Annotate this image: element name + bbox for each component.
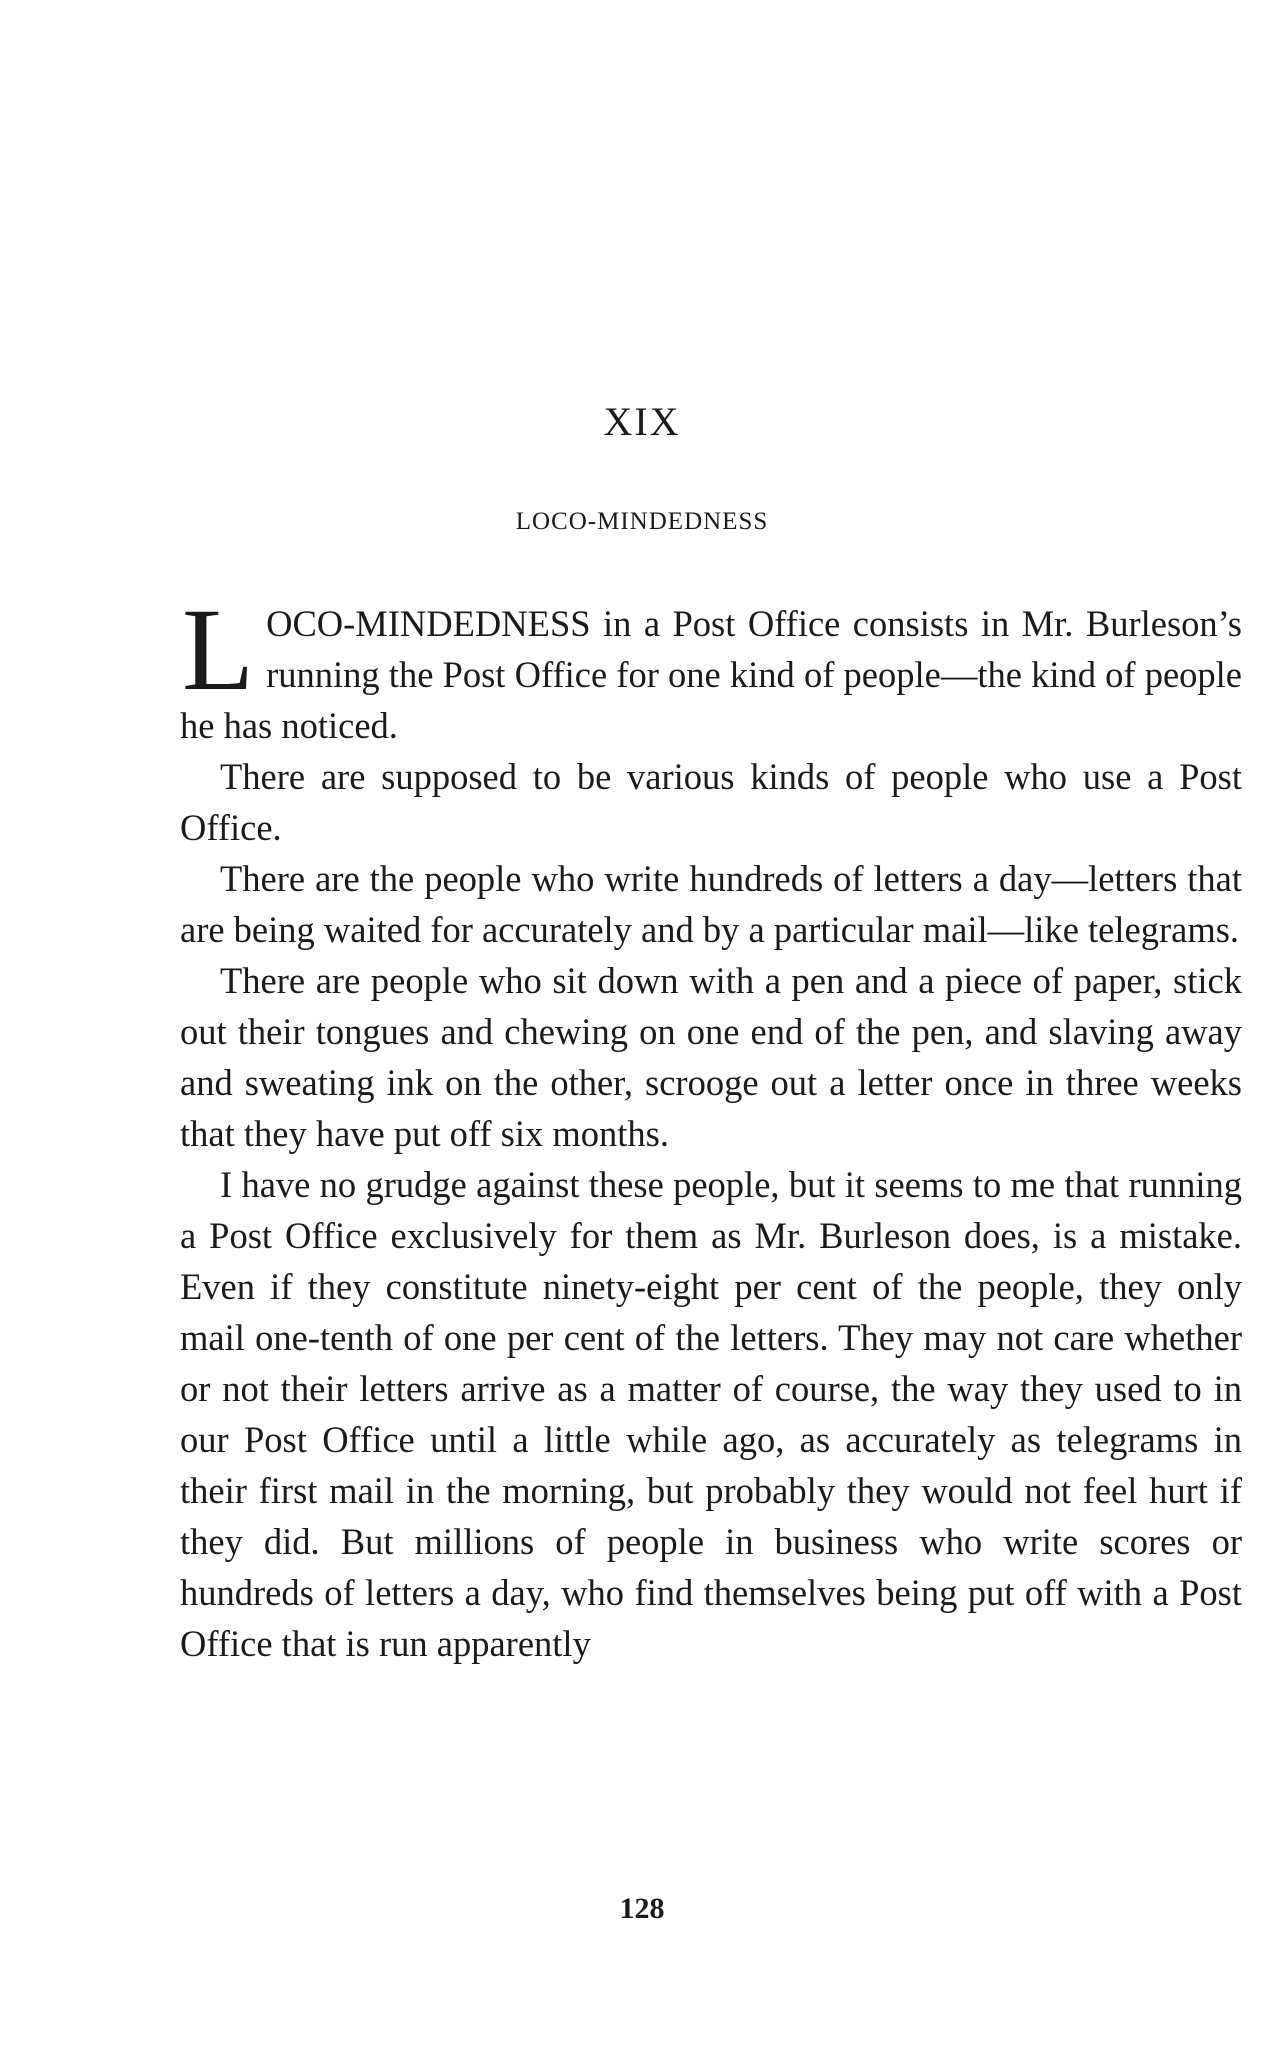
paragraph-3: There are the people who write hundreds of letters a day—letters that are being waited for accurately and by a particular mail—like telegrams.	[180, 858, 1242, 950]
drop-cap: L	[182, 584, 255, 715]
chapter-number: XIX	[603, 399, 681, 444]
paragraph-2: There are supposed to be various kinds of people who use a Post Office.	[180, 756, 1242, 848]
page-number: 128	[619, 1892, 665, 1925]
chapter-title: LOCO-MINDEDNESS	[515, 508, 769, 535]
paragraph-4: There are people who sit down with a pen and a piece of paper, stick out their tongues and chewing on one end of the pen, and slaving away and sweating ink on the other, scrooge out a letter once in three weeks that they have put off six months.	[180, 960, 1242, 1154]
body-text	[180, 584, 1242, 1669]
paragraph-5: I have no grudge against these people, but it seems to me that running a Post Office exclusively for them as Mr. Burleson does, is a mistake. Even if they constitute ninety-eight per cent of the people, they only mail one-tenth of one per cent of the letters. They may not care whether or not their letters arrive as a matter of course, the way they used to in our Post Office until a little while ago, as accurately as telegrams in their first mail in the morning, but probably they would not feel hurt if they did. But millions of people in business who write scores or hundreds of letters a day, who find themselves being put off with a Post Office that is run apparently	[180, 1164, 1242, 1664]
paragraph-1-text: OCO-MINDEDNESS in a Post Office consists in Mr. Burleson’s running the Post Office for one kind of people—the kind of people he has noticed.	[180, 603, 1242, 746]
paragraph-1	[180, 584, 1242, 751]
